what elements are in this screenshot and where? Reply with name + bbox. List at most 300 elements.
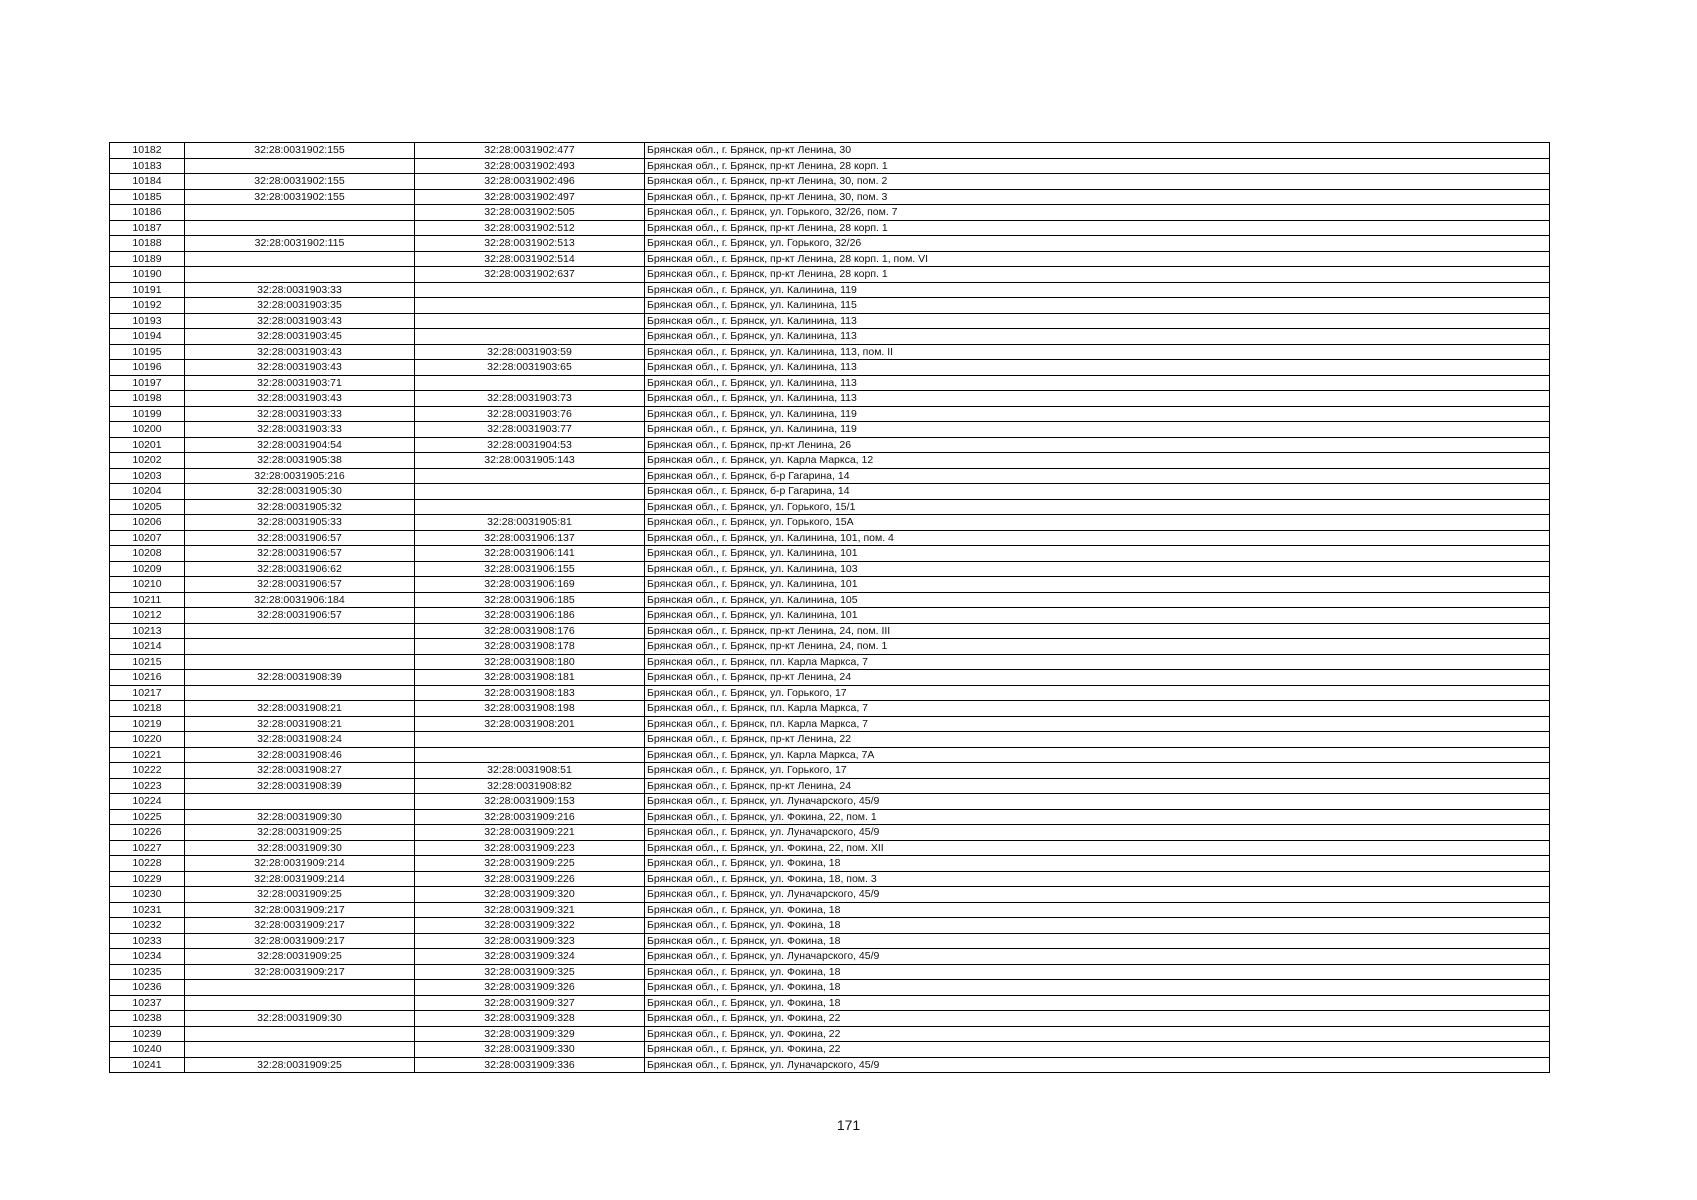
address-cell: Брянская обл., г. Брянск, ул. Калинина, 101, пом. 4 [645, 530, 1550, 546]
address-cell: Брянская обл., г. Брянск, пр-кт Ленина, 24, пом. 1 [645, 639, 1550, 655]
parent-cadastral-number-cell: 32:28:0031903:43 [185, 360, 415, 376]
cadastral-number-cell: 32:28:0031903:73 [415, 391, 645, 407]
address-cell: Брянская обл., г. Брянск, ул. Горького, 15/1 [645, 499, 1550, 515]
table-row [110, 964, 1550, 980]
address-cell: Брянская обл., г. Брянск, ул. Луначарского, 45/9 [645, 825, 1550, 841]
address-cell: Брянская обл., г. Брянск, б-р Гагарина, 14 [645, 484, 1550, 500]
table-row [110, 391, 1550, 407]
address-cell: Брянская обл., г. Брянск, ул. Фокина, 22 [645, 1042, 1550, 1058]
table-row [110, 546, 1550, 562]
table-row [110, 732, 1550, 748]
address-cell: Брянская обл., г. Брянск, пр-кт Ленина, 30, пом. 2 [645, 174, 1550, 190]
address-cell: Брянская обл., г. Брянск, ул. Калинина, 115 [645, 298, 1550, 314]
row-number-cell: 10183 [110, 158, 185, 174]
parent-cadastral-number-cell: 32:28:0031909:30 [185, 1011, 415, 1027]
address-cell: Брянская обл., г. Брянск, ул. Горького, 32/26, пом. 7 [645, 205, 1550, 221]
cadastral-number-cell: 32:28:0031906:186 [415, 608, 645, 624]
parent-cadastral-number-cell: 32:28:0031903:35 [185, 298, 415, 314]
address-cell: Брянская обл., г. Брянск, пр-кт Ленина, 24 [645, 670, 1550, 686]
address-cell: Брянская обл., г. Брянск, ул. Фокина, 18 [645, 964, 1550, 980]
cadastral-number-cell: 32:28:0031902:493 [415, 158, 645, 174]
row-number-cell: 10233 [110, 933, 185, 949]
address-cell: Брянская обл., г. Брянск, ул. Калинина, 113 [645, 391, 1550, 407]
address-cell: Брянская обл., г. Брянск, ул. Фокина, 22, пом. XII [645, 840, 1550, 856]
cadastral-number-cell: 32:28:0031908:176 [415, 623, 645, 639]
table-row [110, 1042, 1550, 1058]
table-row [110, 949, 1550, 965]
row-number-cell: 10196 [110, 360, 185, 376]
parent-cadastral-number-cell: 32:28:0031909:25 [185, 825, 415, 841]
cadastral-number-cell: 32:28:0031908:198 [415, 701, 645, 717]
cadastral-number-cell: 32:28:0031909:328 [415, 1011, 645, 1027]
table-row [110, 267, 1550, 283]
row-number-cell: 10203 [110, 468, 185, 484]
address-cell: Брянская обл., г. Брянск, ул. Фокина, 18, пом. 3 [645, 871, 1550, 887]
address-cell: Брянская обл., г. Брянск, пр-кт Ленина, 28 корп. 1, пом. VI [645, 251, 1550, 267]
parent-cadastral-number-cell [185, 639, 415, 655]
cadastral-number-cell: 32:28:0031902:496 [415, 174, 645, 190]
row-number-cell: 10222 [110, 763, 185, 779]
parent-cadastral-number-cell: 32:28:0031908:27 [185, 763, 415, 779]
parent-cadastral-number-cell: 32:28:0031906:184 [185, 592, 415, 608]
table-row [110, 313, 1550, 329]
table-row [110, 422, 1550, 438]
address-cell: Брянская обл., г. Брянск, пр-кт Ленина, 30, пом. 3 [645, 189, 1550, 205]
parent-cadastral-number-cell: 32:28:0031905:33 [185, 515, 415, 531]
table-row [110, 158, 1550, 174]
parent-cadastral-number-cell: 32:28:0031908:24 [185, 732, 415, 748]
address-cell: Брянская обл., г. Брянск, пл. Карла Маркса, 7 [645, 654, 1550, 670]
address-cell: Брянская обл., г. Брянск, пр-кт Ленина, 30 [645, 143, 1550, 159]
parent-cadastral-number-cell: 32:28:0031909:25 [185, 1057, 415, 1073]
parent-cadastral-number-cell: 32:28:0031903:33 [185, 406, 415, 422]
cadastral-number-cell: 32:28:0031909:321 [415, 902, 645, 918]
row-number-cell: 10230 [110, 887, 185, 903]
row-number-cell: 10217 [110, 685, 185, 701]
parent-cadastral-number-cell [185, 1026, 415, 1042]
address-cell: Брянская обл., г. Брянск, ул. Луначарского, 45/9 [645, 887, 1550, 903]
row-number-cell: 10223 [110, 778, 185, 794]
parent-cadastral-number-cell [185, 1042, 415, 1058]
parent-cadastral-number-cell: 32:28:0031903:33 [185, 422, 415, 438]
parent-cadastral-number-cell: 32:28:0031903:43 [185, 313, 415, 329]
parent-cadastral-number-cell: 32:28:0031906:62 [185, 561, 415, 577]
row-number-cell: 10212 [110, 608, 185, 624]
parent-cadastral-number-cell [185, 158, 415, 174]
table-row [110, 1011, 1550, 1027]
cadastral-number-cell [415, 313, 645, 329]
cadastral-number-cell: 32:28:0031909:226 [415, 871, 645, 887]
row-number-cell: 10182 [110, 143, 185, 159]
row-number-cell: 10218 [110, 701, 185, 717]
table-row [110, 406, 1550, 422]
cadastral-number-cell [415, 282, 645, 298]
row-number-cell: 10232 [110, 918, 185, 934]
parent-cadastral-number-cell: 32:28:0031905:30 [185, 484, 415, 500]
row-number-cell: 10224 [110, 794, 185, 810]
cadastral-number-cell: 32:28:0031908:181 [415, 670, 645, 686]
parent-cadastral-number-cell [185, 654, 415, 670]
table-row [110, 747, 1550, 763]
address-cell: Брянская обл., г. Брянск, ул. Калинина, 113 [645, 360, 1550, 376]
parent-cadastral-number-cell: 32:28:0031909:217 [185, 964, 415, 980]
cadastral-number-cell [415, 329, 645, 345]
table-row [110, 887, 1550, 903]
row-number-cell: 10194 [110, 329, 185, 345]
cadastral-number-cell: 32:28:0031905:81 [415, 515, 645, 531]
parent-cadastral-number-cell: 32:28:0031904:54 [185, 437, 415, 453]
address-cell: Брянская обл., г. Брянск, ул. Фокина, 18 [645, 933, 1550, 949]
address-cell: Брянская обл., г. Брянск, пр-кт Ленина, 24 [645, 778, 1550, 794]
address-cell: Брянская обл., г. Брянск, ул. Калинина, 101 [645, 608, 1550, 624]
row-number-cell: 10186 [110, 205, 185, 221]
table-row [110, 685, 1550, 701]
address-cell: Брянская обл., г. Брянск, пр-кт Ленина, 26 [645, 437, 1550, 453]
row-number-cell: 10227 [110, 840, 185, 856]
table-row [110, 375, 1550, 391]
table-row [110, 344, 1550, 360]
row-number-cell: 10207 [110, 530, 185, 546]
parent-cadastral-number-cell: 32:28:0031905:216 [185, 468, 415, 484]
row-number-cell: 10189 [110, 251, 185, 267]
table-row [110, 592, 1550, 608]
parent-cadastral-number-cell: 32:28:0031905:32 [185, 499, 415, 515]
parent-cadastral-number-cell: 32:28:0031908:39 [185, 778, 415, 794]
cadastral-number-cell: 32:28:0031902:513 [415, 236, 645, 252]
table-row [110, 980, 1550, 996]
row-number-cell: 10237 [110, 995, 185, 1011]
cadastral-number-cell: 32:28:0031902:514 [415, 251, 645, 267]
row-number-cell: 10198 [110, 391, 185, 407]
table-row [110, 918, 1550, 934]
parent-cadastral-number-cell: 32:28:0031906:57 [185, 530, 415, 546]
row-number-cell: 10211 [110, 592, 185, 608]
table-row [110, 189, 1550, 205]
parent-cadastral-number-cell: 32:28:0031909:30 [185, 809, 415, 825]
address-cell: Брянская обл., г. Брянск, ул. Горького, 17 [645, 685, 1550, 701]
table-row [110, 251, 1550, 267]
cadastral-number-cell: 32:28:0031908:178 [415, 639, 645, 655]
cadastral-number-cell: 32:28:0031909:225 [415, 856, 645, 872]
row-number-cell: 10188 [110, 236, 185, 252]
parent-cadastral-number-cell: 32:28:0031903:43 [185, 344, 415, 360]
cadastral-number-cell: 32:28:0031909:327 [415, 995, 645, 1011]
cadastral-number-cell [415, 468, 645, 484]
cadastral-number-cell: 32:28:0031902:505 [415, 205, 645, 221]
cadastral-number-cell: 32:28:0031909:223 [415, 840, 645, 856]
row-number-cell: 10193 [110, 313, 185, 329]
row-number-cell: 10209 [110, 561, 185, 577]
row-number-cell: 10201 [110, 437, 185, 453]
parent-cadastral-number-cell: 32:28:0031908:46 [185, 747, 415, 763]
cadastral-number-cell: 32:28:0031909:221 [415, 825, 645, 841]
address-cell: Брянская обл., г. Брянск, ул. Калинина, 113, пом. II [645, 344, 1550, 360]
table-row [110, 840, 1550, 856]
table-row [110, 468, 1550, 484]
parent-cadastral-number-cell [185, 794, 415, 810]
table-row [110, 174, 1550, 190]
parent-cadastral-number-cell: 32:28:0031908:21 [185, 716, 415, 732]
parent-cadastral-number-cell [185, 251, 415, 267]
table-row [110, 530, 1550, 546]
row-number-cell: 10235 [110, 964, 185, 980]
cadastral-number-cell [415, 747, 645, 763]
row-number-cell: 10202 [110, 453, 185, 469]
table-body [110, 143, 1550, 1073]
address-cell: Брянская обл., г. Брянск, ул. Калинина, 113 [645, 313, 1550, 329]
address-cell: Брянская обл., г. Брянск, пр-кт Ленина, 24, пом. III [645, 623, 1550, 639]
row-number-cell: 10241 [110, 1057, 185, 1073]
table-row [110, 778, 1550, 794]
parent-cadastral-number-cell [185, 623, 415, 639]
row-number-cell: 10184 [110, 174, 185, 190]
cadastral-number-cell: 32:28:0031902:497 [415, 189, 645, 205]
row-number-cell: 10185 [110, 189, 185, 205]
row-number-cell: 10219 [110, 716, 185, 732]
table-row [110, 856, 1550, 872]
address-cell: Брянская обл., г. Брянск, ул. Фокина, 18 [645, 918, 1550, 934]
address-cell: Брянская обл., г. Брянск, ул. Калинина, 113 [645, 375, 1550, 391]
row-number-cell: 10197 [110, 375, 185, 391]
parent-cadastral-number-cell: 32:28:0031909:25 [185, 887, 415, 903]
table-row [110, 654, 1550, 670]
cadastral-number-cell: 32:28:0031908:183 [415, 685, 645, 701]
cadastral-number-cell: 32:28:0031909:326 [415, 980, 645, 996]
parent-cadastral-number-cell: 32:28:0031902:115 [185, 236, 415, 252]
row-number-cell: 10204 [110, 484, 185, 500]
address-cell: Брянская обл., г. Брянск, б-р Гагарина, 14 [645, 468, 1550, 484]
row-number-cell: 10190 [110, 267, 185, 283]
row-number-cell: 10191 [110, 282, 185, 298]
cadastral-number-cell: 32:28:0031903:76 [415, 406, 645, 422]
cadastral-number-cell: 32:28:0031903:59 [415, 344, 645, 360]
table-row [110, 484, 1550, 500]
parent-cadastral-number-cell: 32:28:0031902:155 [185, 143, 415, 159]
row-number-cell: 10228 [110, 856, 185, 872]
parent-cadastral-number-cell [185, 205, 415, 221]
parent-cadastral-number-cell: 32:28:0031909:25 [185, 949, 415, 965]
table-row [110, 639, 1550, 655]
table-row [110, 329, 1550, 345]
row-number-cell: 10234 [110, 949, 185, 965]
address-cell: Брянская обл., г. Брянск, ул. Фокина, 18 [645, 856, 1550, 872]
address-cell: Брянская обл., г. Брянск, ул. Фокина, 22 [645, 1011, 1550, 1027]
address-cell: Брянская обл., г. Брянск, ул. Фокина, 22, пом. 1 [645, 809, 1550, 825]
address-cell: Брянская обл., г. Брянск, ул. Калинина, 119 [645, 282, 1550, 298]
table-row [110, 716, 1550, 732]
cadastral-number-cell: 32:28:0031903:77 [415, 422, 645, 438]
table-row [110, 205, 1550, 221]
cadastral-number-cell: 32:28:0031909:336 [415, 1057, 645, 1073]
parent-cadastral-number-cell [185, 220, 415, 236]
address-cell: Брянская обл., г. Брянск, ул. Калинина, 101 [645, 546, 1550, 562]
row-number-cell: 10210 [110, 577, 185, 593]
table-row [110, 902, 1550, 918]
cadastral-number-cell: 32:28:0031906:141 [415, 546, 645, 562]
cadastral-number-cell: 32:28:0031906:155 [415, 561, 645, 577]
address-cell: Брянская обл., г. Брянск, ул. Калинина, 113 [645, 329, 1550, 345]
table-row [110, 561, 1550, 577]
cadastral-number-cell: 32:28:0031908:201 [415, 716, 645, 732]
row-number-cell: 10214 [110, 639, 185, 655]
cadastral-number-cell [415, 499, 645, 515]
address-cell: Брянская обл., г. Брянск, ул. Горького, 32/26 [645, 236, 1550, 252]
cadastral-number-cell: 32:28:0031909:153 [415, 794, 645, 810]
cadastral-number-cell: 32:28:0031908:82 [415, 778, 645, 794]
table-row [110, 298, 1550, 314]
row-number-cell: 10216 [110, 670, 185, 686]
table-row [110, 670, 1550, 686]
table-row [110, 220, 1550, 236]
address-cell: Брянская обл., г. Брянск, ул. Луначарского, 45/9 [645, 1057, 1550, 1073]
row-number-cell: 10213 [110, 623, 185, 639]
row-number-cell: 10215 [110, 654, 185, 670]
row-number-cell: 10195 [110, 344, 185, 360]
address-cell: Брянская обл., г. Брянск, ул. Калинина, 119 [645, 422, 1550, 438]
cadastral-number-cell: 32:28:0031908:51 [415, 763, 645, 779]
registry-table [109, 142, 1550, 1073]
parent-cadastral-number-cell: 32:28:0031906:57 [185, 577, 415, 593]
address-cell: Брянская обл., г. Брянск, ул. Горького, 17 [645, 763, 1550, 779]
page-number: 171 [836, 1117, 861, 1133]
table-row [110, 515, 1550, 531]
cadastral-number-cell: 32:28:0031909:329 [415, 1026, 645, 1042]
table-row [110, 794, 1550, 810]
parent-cadastral-number-cell: 32:28:0031903:33 [185, 282, 415, 298]
parent-cadastral-number-cell: 32:28:0031909:214 [185, 856, 415, 872]
table-row [110, 871, 1550, 887]
row-number-cell: 10225 [110, 809, 185, 825]
parent-cadastral-number-cell [185, 267, 415, 283]
table-row [110, 701, 1550, 717]
parent-cadastral-number-cell: 32:28:0031903:43 [185, 391, 415, 407]
cadastral-number-cell: 32:28:0031906:169 [415, 577, 645, 593]
parent-cadastral-number-cell [185, 980, 415, 996]
address-cell: Брянская обл., г. Брянск, ул. Калинина, 101 [645, 577, 1550, 593]
address-cell: Брянская обл., г. Брянск, ул. Калинина, 119 [645, 406, 1550, 422]
address-cell: Брянская обл., г. Брянск, ул. Карла Маркса, 7А [645, 747, 1550, 763]
parent-cadastral-number-cell: 32:28:0031902:155 [185, 174, 415, 190]
cadastral-number-cell: 32:28:0031906:137 [415, 530, 645, 546]
table-row [110, 282, 1550, 298]
row-number-cell: 10208 [110, 546, 185, 562]
address-cell: Брянская обл., г. Брянск, ул. Фокина, 18 [645, 902, 1550, 918]
cadastral-number-cell: 32:28:0031909:216 [415, 809, 645, 825]
cadastral-number-cell: 32:28:0031909:322 [415, 918, 645, 934]
parent-cadastral-number-cell: 32:28:0031909:217 [185, 918, 415, 934]
address-cell: Брянская обл., г. Брянск, ул. Фокина, 18 [645, 980, 1550, 996]
cadastral-number-cell: 32:28:0031909:330 [415, 1042, 645, 1058]
row-number-cell: 10231 [110, 902, 185, 918]
table-row [110, 143, 1550, 159]
address-cell: Брянская обл., г. Брянск, пл. Карла Маркса, 7 [645, 701, 1550, 717]
table-row [110, 453, 1550, 469]
cadastral-number-cell [415, 298, 645, 314]
cadastral-number-cell: 32:28:0031909:320 [415, 887, 645, 903]
parent-cadastral-number-cell: 32:28:0031908:21 [185, 701, 415, 717]
address-cell: Брянская обл., г. Брянск, ул. Луначарского, 45/9 [645, 949, 1550, 965]
parent-cadastral-number-cell [185, 685, 415, 701]
parent-cadastral-number-cell: 32:28:0031909:30 [185, 840, 415, 856]
table-row [110, 236, 1550, 252]
address-cell: Брянская обл., г. Брянск, ул. Фокина, 22 [645, 1026, 1550, 1042]
parent-cadastral-number-cell [185, 995, 415, 1011]
address-cell: Брянская обл., г. Брянск, пр-кт Ленина, 28 корп. 1 [645, 267, 1550, 283]
row-number-cell: 10238 [110, 1011, 185, 1027]
table-row [110, 1057, 1550, 1073]
table-row [110, 825, 1550, 841]
table-row [110, 763, 1550, 779]
address-cell: Брянская обл., г. Брянск, ул. Луначарского, 45/9 [645, 794, 1550, 810]
cadastral-number-cell: 32:28:0031909:323 [415, 933, 645, 949]
cadastral-number-cell: 32:28:0031902:477 [415, 143, 645, 159]
parent-cadastral-number-cell: 32:28:0031906:57 [185, 546, 415, 562]
row-number-cell: 10187 [110, 220, 185, 236]
row-number-cell: 10226 [110, 825, 185, 841]
row-number-cell: 10199 [110, 406, 185, 422]
cadastral-number-cell: 32:28:0031904:53 [415, 437, 645, 453]
parent-cadastral-number-cell: 32:28:0031909:217 [185, 902, 415, 918]
cadastral-number-cell [415, 484, 645, 500]
row-number-cell: 10192 [110, 298, 185, 314]
parent-cadastral-number-cell: 32:28:0031909:214 [185, 871, 415, 887]
cadastral-number-cell [415, 732, 645, 748]
table-row [110, 499, 1550, 515]
row-number-cell: 10205 [110, 499, 185, 515]
table-row [110, 437, 1550, 453]
cadastral-number-cell [415, 375, 645, 391]
row-number-cell: 10221 [110, 747, 185, 763]
cadastral-number-cell: 32:28:0031902:637 [415, 267, 645, 283]
cadastral-number-cell: 32:28:0031909:324 [415, 949, 645, 965]
row-number-cell: 10206 [110, 515, 185, 531]
row-number-cell: 10200 [110, 422, 185, 438]
address-cell: Брянская обл., г. Брянск, пр-кт Ленина, 28 корп. 1 [645, 158, 1550, 174]
parent-cadastral-number-cell: 32:28:0031903:45 [185, 329, 415, 345]
row-number-cell: 10240 [110, 1042, 185, 1058]
address-cell: Брянская обл., г. Брянск, пр-кт Ленина, 22 [645, 732, 1550, 748]
parent-cadastral-number-cell: 32:28:0031905:38 [185, 453, 415, 469]
parent-cadastral-number-cell: 32:28:0031903:71 [185, 375, 415, 391]
table-row [110, 623, 1550, 639]
registry-table-wrapper [109, 142, 1550, 1073]
cadastral-number-cell: 32:28:0031909:325 [415, 964, 645, 980]
row-number-cell: 10220 [110, 732, 185, 748]
row-number-cell: 10239 [110, 1026, 185, 1042]
row-number-cell: 10236 [110, 980, 185, 996]
parent-cadastral-number-cell: 32:28:0031906:57 [185, 608, 415, 624]
table-row [110, 360, 1550, 376]
address-cell: Брянская обл., г. Брянск, ул. Карла Маркса, 12 [645, 453, 1550, 469]
cadastral-number-cell: 32:28:0031905:143 [415, 453, 645, 469]
address-cell: Брянская обл., г. Брянск, ул. Фокина, 18 [645, 995, 1550, 1011]
table-row [110, 1026, 1550, 1042]
parent-cadastral-number-cell: 32:28:0031909:217 [185, 933, 415, 949]
cadastral-number-cell: 32:28:0031903:65 [415, 360, 645, 376]
address-cell: Брянская обл., г. Брянск, ул. Калинина, 103 [645, 561, 1550, 577]
address-cell: Брянская обл., г. Брянск, пр-кт Ленина, 28 корп. 1 [645, 220, 1550, 236]
cadastral-number-cell: 32:28:0031908:180 [415, 654, 645, 670]
address-cell: Брянская обл., г. Брянск, ул. Горького, 15А [645, 515, 1550, 531]
table-row [110, 933, 1550, 949]
table-row [110, 995, 1550, 1011]
row-number-cell: 10229 [110, 871, 185, 887]
parent-cadastral-number-cell: 32:28:0031908:39 [185, 670, 415, 686]
parent-cadastral-number-cell: 32:28:0031902:155 [185, 189, 415, 205]
address-cell: Брянская обл., г. Брянск, ул. Калинина, 105 [645, 592, 1550, 608]
address-cell: Брянская обл., г. Брянск, пл. Карла Маркса, 7 [645, 716, 1550, 732]
cadastral-number-cell: 32:28:0031902:512 [415, 220, 645, 236]
